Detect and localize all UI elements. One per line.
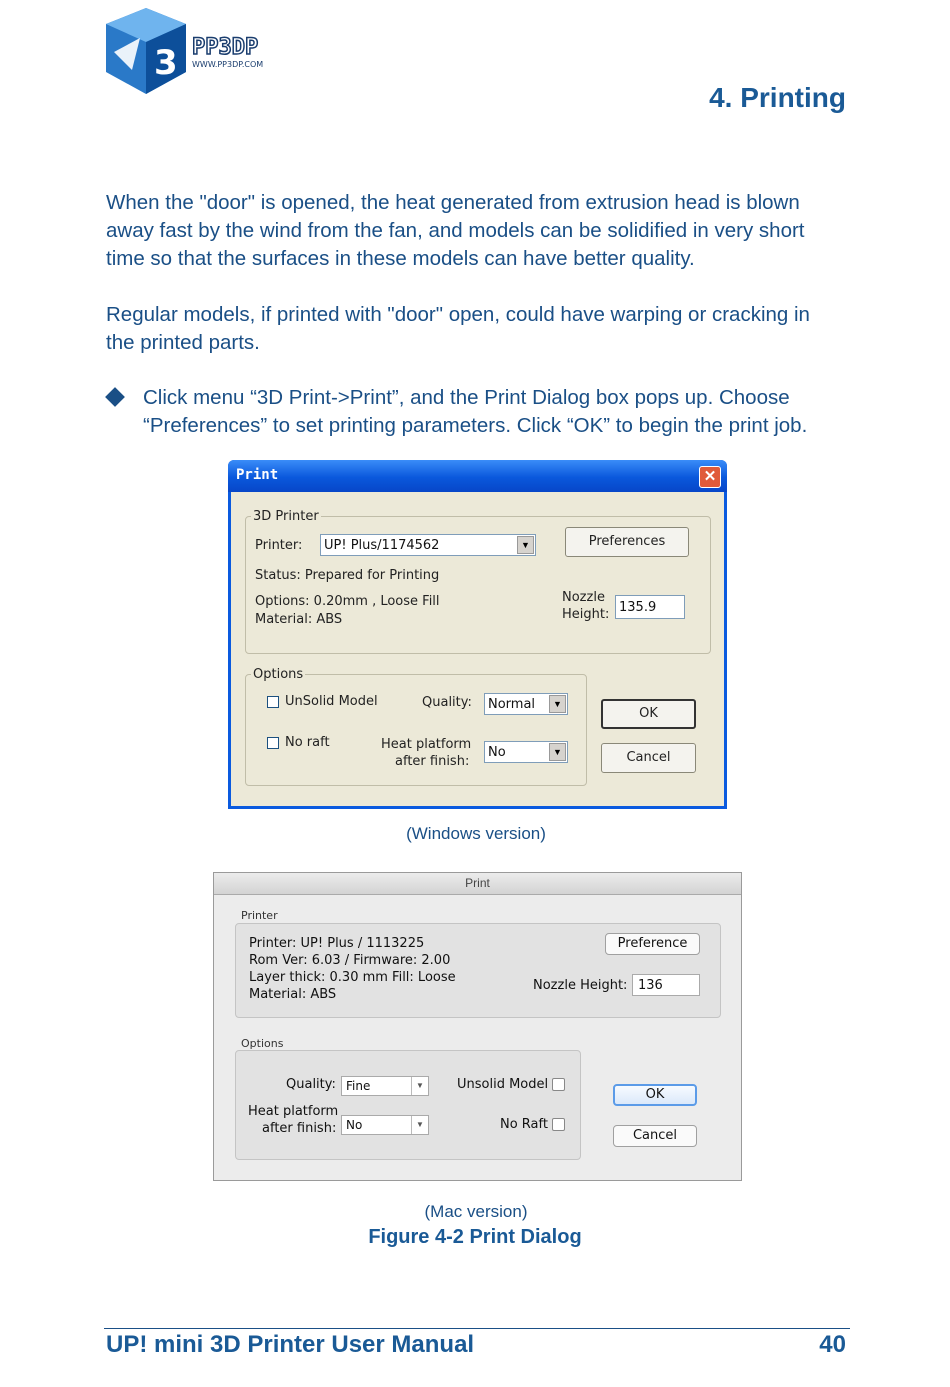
rom-line: Rom Ver: 6.03 / Firmware: 2.00 — [249, 953, 451, 968]
heat-platform-label-line2: after finish: — [395, 754, 470, 769]
printer-select[interactable] — [320, 534, 536, 556]
quality-select[interactable] — [484, 693, 568, 715]
footer-divider — [104, 1328, 850, 1329]
cube-logo-icon — [106, 8, 306, 100]
unsolid-model-label: UnSolid Model — [285, 694, 378, 709]
dropdown-arrow-icon: ▼ — [517, 536, 534, 554]
para-line: Regular models, if printed with "door" open, could have warping or cracking in — [106, 303, 810, 326]
diamond-bullet-icon — [105, 387, 125, 407]
title-bar — [214, 873, 741, 895]
mac-caption: (Mac version) — [424, 1202, 528, 1221]
nozzle-height-input[interactable] — [632, 974, 700, 996]
heat-platform-value: No — [488, 745, 506, 760]
dialog-title: Print — [236, 467, 279, 483]
dropdown-arrow-icon: ▼ — [411, 1077, 428, 1095]
unsolid-model-checkbox[interactable] — [267, 696, 279, 708]
printer-value: UP! Plus/1174562 — [324, 538, 440, 553]
para-line: the printed parts. — [106, 331, 260, 354]
preference-button[interactable]: Preference — [605, 933, 700, 955]
nozzle-height-input[interactable] — [615, 595, 685, 619]
pp3dp-logo — [106, 8, 306, 100]
heat-platform-value: No — [346, 1118, 363, 1132]
no-raft-label: No Raft — [500, 1117, 548, 1132]
material-summary: Material: ABS — [255, 612, 343, 627]
quality-value: Fine — [346, 1079, 371, 1093]
dialog-body — [231, 492, 724, 806]
paragraph-regular-models — [106, 301, 851, 357]
dialog-title: Print — [465, 876, 490, 890]
quality-select[interactable] — [341, 1076, 429, 1096]
section-title: 4. Printing — [709, 82, 846, 113]
nozzle-height-value: 135.9 — [619, 600, 657, 615]
quality-value: Normal — [488, 697, 536, 712]
quality-label: Quality: — [422, 695, 472, 710]
heat-platform-label-line1: Heat platform — [381, 737, 472, 752]
no-raft-checkbox[interactable] — [267, 737, 279, 749]
bullet-line: Click menu “3D Print->Print”, and the Print Dialog box pops up. Choose — [143, 386, 790, 409]
layer-line: Layer thick: 0.30 mm Fill: Loose — [249, 970, 456, 985]
windows-caption: (Windows version) — [406, 824, 546, 843]
logo-number: 3 — [154, 43, 178, 83]
para-line: When the "door" is opened, the heat generated from extrusion head is blown — [106, 191, 800, 214]
para-line: away fast by the wind from the fan, and models can be solidified in very short — [106, 219, 805, 242]
unsolid-model-label: Unsolid Model — [457, 1077, 549, 1092]
preferences-button[interactable]: Preferences — [565, 527, 689, 557]
material-line: Material: ABS — [249, 987, 337, 1002]
windows-print-dialog — [228, 460, 727, 809]
logo-brand: PP3DP — [192, 35, 259, 60]
heat-platform-select[interactable] — [341, 1115, 429, 1135]
dropdown-arrow-icon: ▼ — [549, 695, 566, 713]
heat-platform-select[interactable] — [484, 741, 568, 763]
nozzle-height-label: Nozzle Height: — [533, 978, 628, 993]
dropdown-arrow-icon: ▼ — [549, 743, 566, 761]
printer-label: Printer: — [255, 538, 303, 553]
no-raft-label: No raft — [285, 735, 330, 750]
options-group-label: Options — [241, 1037, 284, 1050]
unsolid-model-checkbox[interactable] — [552, 1078, 565, 1091]
ok-button[interactable]: OK — [601, 699, 696, 729]
dropdown-arrow-icon: ▼ — [411, 1116, 428, 1134]
printer-group-label: Printer — [241, 909, 278, 922]
title-bar — [228, 460, 727, 492]
options-summary: Options: 0.20mm , Loose Fill — [255, 594, 440, 609]
logo-url: WWW.PP3DP.COM — [192, 60, 264, 69]
bullet-line: “Preferences” to set printing parameters. Click “OK” to begin the print job. — [143, 414, 808, 437]
quality-label: Quality: — [286, 1077, 336, 1092]
printer-line: Printer: UP! Plus / 1113225 — [249, 936, 425, 951]
para-line: time so that the surfaces in these models can have better quality. — [106, 247, 695, 270]
cancel-button[interactable]: Cancel — [613, 1125, 697, 1147]
mac-print-dialog — [213, 872, 742, 1181]
no-raft-checkbox[interactable] — [552, 1118, 565, 1131]
heat-platform-label-line1: Heat platform — [248, 1104, 339, 1119]
figure-title: Figure 4-2 Print Dialog — [368, 1226, 582, 1248]
printer-group-legend: 3D Printer — [253, 509, 319, 524]
options-group — [245, 674, 587, 786]
close-icon[interactable]: ✕ — [699, 466, 721, 488]
cancel-button[interactable]: Cancel — [601, 743, 696, 773]
ok-button[interactable]: OK — [613, 1084, 697, 1106]
printer-status: Status: Prepared for Printing — [255, 568, 440, 583]
manual-title: UP! mini 3D Printer User Manual — [106, 1331, 475, 1358]
bullet-instruction — [143, 384, 853, 440]
page-number: 40 — [819, 1331, 846, 1358]
options-group-legend: Options — [253, 667, 304, 682]
nozzle-height-value: 136 — [638, 978, 663, 993]
nozzle-label-line1: Nozzle — [562, 590, 605, 605]
paragraph-door-open — [106, 189, 851, 273]
nozzle-label-line2: Height: — [562, 607, 610, 622]
heat-platform-label-line2: after finish: — [262, 1121, 337, 1136]
